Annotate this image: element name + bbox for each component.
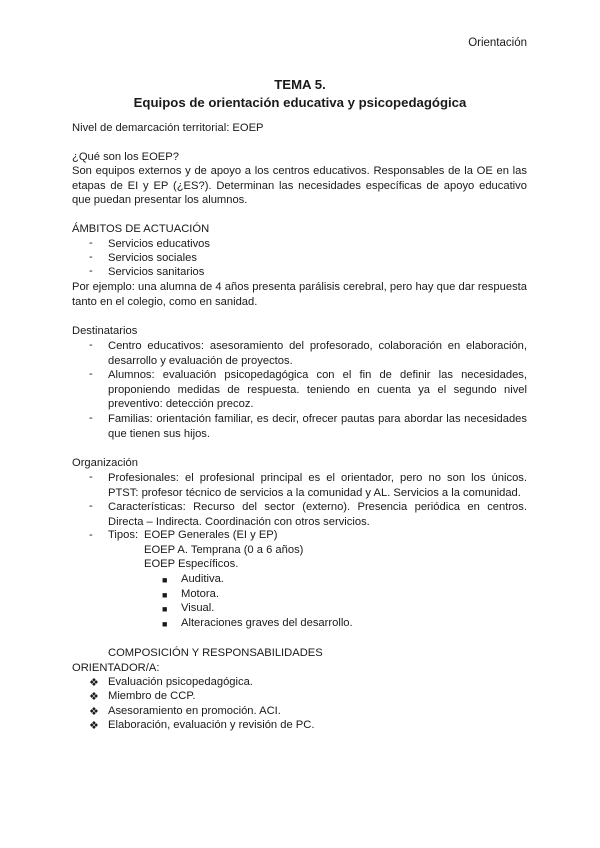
destinatario-item: Centro educativos: asesoramiento del profesorado, colaboración en elaboración, desarrollo y evaluación de proyectos. [108, 340, 527, 367]
dash-bullet: - [89, 251, 93, 263]
organizacion-heading: Organización [72, 457, 138, 469]
ambito-item: Servicios sociales [108, 252, 197, 264]
diamond-bullet-icon: ❖ [89, 677, 99, 689]
especifico-item: Auditiva. [181, 573, 224, 585]
organizacion-item: Características: Recurso del sector (externo). Presencia periódica en centros. Directa – Indirecta. Coordinación con otros servicios. [108, 501, 527, 528]
dash-bullet: - [89, 529, 93, 541]
tipo-item: EOEP Específicos. [144, 558, 239, 570]
dash-bullet: - [89, 237, 93, 249]
dash-bullet: - [89, 339, 93, 351]
square-bullet-icon: ■ [162, 590, 168, 600]
especifico-item: Visual. [181, 602, 215, 614]
destinatario-item: Alumnos: evaluación psicopedagógica con el fin de definir las necesidades, proponiendo medidas de respuesta. teniendo en cuenta ya el segundo nivel preventivo: detección precoz. [108, 369, 527, 411]
ambitos-example: Por ejemplo: una alumna de 4 años presenta parálisis cerebral, pero hay que dar respuesta tanto en el colegio, como en sanidad. [72, 281, 527, 308]
organizacion-item: Profesionales: el profesional principal es el orientador, pero no son los únicos. PTST: profesor técnico de servicios a la comunidad y AL. Servicios a la comunidad. [108, 472, 527, 499]
ambitos-heading: ÁMBITOS DE ACTUACIÓN [72, 223, 210, 235]
tipos-label: Tipos: [108, 529, 139, 541]
dash-bullet: - [89, 368, 93, 380]
document-subtitle: Equipos de orientación educativa y psicopedagógica [133, 95, 467, 110]
square-bullet-icon: ■ [162, 575, 168, 585]
que-son-heading: ¿Qué son los EOEP? [72, 151, 179, 163]
destinatario-item: Familias: orientación familiar, es decir, ofrecer pautas para abordar las necesidades que tienen sus hijos. [108, 413, 527, 440]
dash-bullet: - [89, 412, 93, 424]
dash-bullet: - [89, 500, 93, 512]
ambito-item: Servicios educativos [108, 238, 210, 250]
diamond-bullet-icon: ❖ [89, 706, 99, 718]
diamond-bullet-icon: ❖ [89, 691, 99, 703]
orientador-label: ORIENTADOR/A: [72, 662, 160, 674]
document-title: TEMA 5. [274, 77, 326, 92]
responsabilidad-item: Miembro de CCP. [108, 690, 196, 702]
ambito-item: Servicios sanitarios [108, 266, 205, 278]
dash-bullet: - [89, 471, 93, 483]
responsabilidad-item: Asesoramiento en promoción. ACI. [108, 705, 281, 717]
responsabilidad-item: Elaboración, evaluación y revisión de PC. [108, 719, 315, 731]
destinatarios-heading: Destinatarios [72, 325, 138, 337]
composicion-heading: COMPOSICIÓN Y RESPONSABILIDADES [108, 647, 323, 659]
running-header: Orientación [468, 37, 527, 49]
diamond-bullet-icon: ❖ [89, 720, 99, 732]
square-bullet-icon: ■ [162, 619, 168, 629]
especifico-item: Motora. [181, 588, 219, 600]
dash-bullet: - [89, 265, 93, 277]
nivel-demarcacion: Nivel de demarcación territorial: EOEP [72, 122, 264, 134]
que-son-text: Son equipos externos y de apoyo a los centros educativos. Responsables de la OE en las etapas de EI y EP (¿ES?). Determinan las necesidades específicas de apoyo educativo que puedan presentar los alumnos. [72, 165, 527, 206]
square-bullet-icon: ■ [162, 604, 168, 614]
especifico-item: Alteraciones graves del desarrollo. [181, 617, 353, 629]
responsabilidad-item: Evaluación psicopedagógica. [108, 676, 253, 688]
tipo-item: EOEP A. Temprana (0 a 6 años) [144, 544, 304, 556]
tipo-item: EOEP Generales (EI y EP) [144, 529, 278, 541]
